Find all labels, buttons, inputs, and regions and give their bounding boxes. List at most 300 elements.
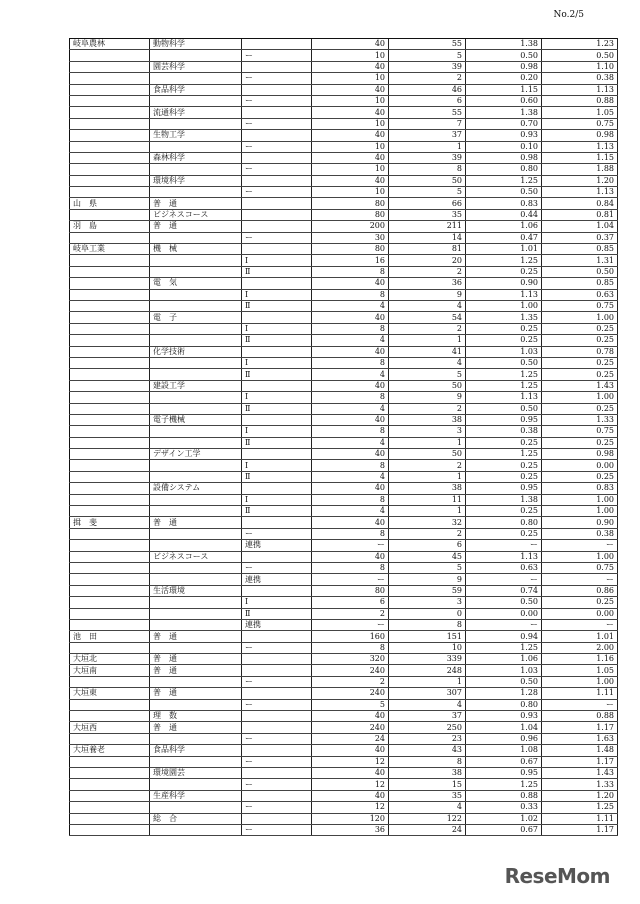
ratio-cell: 0.25 bbox=[466, 335, 542, 346]
applicants-cell: 9 bbox=[389, 392, 466, 403]
applicants-cell: 39 bbox=[389, 61, 466, 72]
table-row bbox=[70, 642, 618, 653]
ratio-cell: 0.90 bbox=[466, 278, 542, 289]
subtype-cell: 連携 bbox=[242, 540, 312, 551]
ratio-cell: ー bbox=[466, 574, 542, 585]
school-cell bbox=[70, 232, 150, 243]
applicants-cell: 24 bbox=[389, 824, 466, 835]
applicants-cell: 3 bbox=[389, 426, 466, 437]
ratio-cell: 1.06 bbox=[466, 221, 542, 232]
school-cell bbox=[70, 84, 150, 95]
ratio-cell: 1.01 bbox=[466, 244, 542, 255]
course-cell: 普 通 bbox=[150, 688, 242, 699]
capacity-cell: 8 bbox=[312, 494, 389, 505]
applicants-cell: 2 bbox=[389, 73, 466, 84]
course-cell: 普 通 bbox=[150, 722, 242, 733]
school-cell bbox=[70, 175, 150, 186]
subtype-cell bbox=[242, 209, 312, 220]
subtype-cell bbox=[242, 414, 312, 425]
prev-ratio-cell: 1.17 bbox=[542, 824, 618, 835]
school-cell bbox=[70, 357, 150, 368]
ratio-cell: 1.38 bbox=[466, 107, 542, 118]
prev-ratio-cell: 0.37 bbox=[542, 232, 618, 243]
school-cell bbox=[70, 300, 150, 311]
table-row bbox=[70, 346, 618, 357]
capacity-cell: 4 bbox=[312, 471, 389, 482]
table-row bbox=[70, 187, 618, 198]
table-row bbox=[70, 460, 618, 471]
course-cell: 機 械 bbox=[150, 244, 242, 255]
school-cell: 大垣西 bbox=[70, 722, 150, 733]
applicants-cell: 36 bbox=[389, 278, 466, 289]
ratio-cell: 0.88 bbox=[466, 790, 542, 801]
ratio-cell: 1.13 bbox=[466, 289, 542, 300]
table-row bbox=[70, 357, 618, 368]
prev-ratio-cell: 0.83 bbox=[542, 483, 618, 494]
capacity-cell: 30 bbox=[312, 232, 389, 243]
ratio-cell: 0.44 bbox=[466, 209, 542, 220]
table-row bbox=[70, 300, 618, 311]
ratio-cell: 1.25 bbox=[466, 255, 542, 266]
prev-ratio-cell: ー bbox=[542, 574, 618, 585]
school-cell bbox=[70, 551, 150, 562]
subtype-cell bbox=[242, 312, 312, 323]
prev-ratio-cell: 0.85 bbox=[542, 278, 618, 289]
school-cell bbox=[70, 733, 150, 744]
table-row bbox=[70, 585, 618, 596]
school-cell bbox=[70, 61, 150, 72]
table-row bbox=[70, 39, 618, 50]
applicants-cell: 50 bbox=[389, 380, 466, 391]
subtype-cell bbox=[242, 688, 312, 699]
subtype-cell: ー bbox=[242, 699, 312, 710]
table-row bbox=[70, 676, 618, 687]
capacity-cell: 5 bbox=[312, 699, 389, 710]
applicants-cell: 7 bbox=[389, 118, 466, 129]
school-cell bbox=[70, 209, 150, 220]
table-row bbox=[70, 164, 618, 175]
school-cell bbox=[70, 449, 150, 460]
ratio-cell: 0.83 bbox=[466, 198, 542, 209]
capacity-cell: 4 bbox=[312, 335, 389, 346]
table-row bbox=[70, 733, 618, 744]
ratio-cell: 1.15 bbox=[466, 84, 542, 95]
prev-ratio-cell: 1.11 bbox=[542, 688, 618, 699]
applicants-cell: 20 bbox=[389, 255, 466, 266]
applicants-cell: 50 bbox=[389, 175, 466, 186]
prev-ratio-cell: 0.88 bbox=[542, 95, 618, 106]
prev-ratio-cell: 0.25 bbox=[542, 437, 618, 448]
subtype-cell: ー bbox=[242, 95, 312, 106]
school-cell bbox=[70, 380, 150, 391]
subtype-cell bbox=[242, 107, 312, 118]
subtype-cell: ー bbox=[242, 676, 312, 687]
table-row bbox=[70, 73, 618, 84]
ratio-cell: 1.00 bbox=[466, 300, 542, 311]
prev-ratio-cell: 0.00 bbox=[542, 460, 618, 471]
applicants-cell: 1 bbox=[389, 471, 466, 482]
capacity-cell: 4 bbox=[312, 403, 389, 414]
prev-ratio-cell: 1.05 bbox=[542, 665, 618, 676]
course-cell bbox=[150, 597, 242, 608]
school-cell bbox=[70, 289, 150, 300]
school-cell bbox=[70, 699, 150, 710]
prev-ratio-cell: 0.25 bbox=[542, 403, 618, 414]
school-cell: 大垣東 bbox=[70, 688, 150, 699]
ratio-cell: 1.08 bbox=[466, 745, 542, 756]
ratio-cell: 0.74 bbox=[466, 585, 542, 596]
ratio-cell: 0.38 bbox=[466, 426, 542, 437]
prev-ratio-cell: 2.00 bbox=[542, 642, 618, 653]
capacity-cell: 40 bbox=[312, 551, 389, 562]
course-cell: 普 通 bbox=[150, 221, 242, 232]
subtype-cell: ー bbox=[242, 232, 312, 243]
subtype-cell bbox=[242, 61, 312, 72]
school-cell bbox=[70, 768, 150, 779]
subtype-cell: Ⅱ bbox=[242, 369, 312, 380]
subtype-cell: 連携 bbox=[242, 619, 312, 630]
ratio-cell: 0.80 bbox=[466, 699, 542, 710]
applicants-cell: 3 bbox=[389, 597, 466, 608]
capacity-cell: 240 bbox=[312, 688, 389, 699]
subtype-cell: Ⅱ bbox=[242, 437, 312, 448]
capacity-cell: 160 bbox=[312, 631, 389, 642]
table-row bbox=[70, 50, 618, 61]
capacity-cell: 40 bbox=[312, 312, 389, 323]
capacity-cell: 8 bbox=[312, 357, 389, 368]
applicants-cell: 2 bbox=[389, 528, 466, 539]
subtype-cell: ー bbox=[242, 50, 312, 61]
table-row bbox=[70, 802, 618, 813]
prev-ratio-cell: 1.00 bbox=[542, 494, 618, 505]
table-row bbox=[70, 562, 618, 573]
table-row bbox=[70, 221, 618, 232]
subtype-cell: ー bbox=[242, 642, 312, 653]
course-cell: 生物工学 bbox=[150, 130, 242, 141]
course-cell: 森林科学 bbox=[150, 152, 242, 163]
course-cell bbox=[150, 528, 242, 539]
course-cell bbox=[150, 369, 242, 380]
subtype-cell bbox=[242, 278, 312, 289]
prev-ratio-cell: 1.05 bbox=[542, 107, 618, 118]
applicants-cell: 38 bbox=[389, 483, 466, 494]
school-cell bbox=[70, 414, 150, 425]
subtype-cell: ー bbox=[242, 118, 312, 129]
ratio-cell: 0.00 bbox=[466, 608, 542, 619]
ratio-cell: 0.50 bbox=[466, 187, 542, 198]
course-cell bbox=[150, 232, 242, 243]
table-row bbox=[70, 323, 618, 334]
course-cell bbox=[150, 164, 242, 175]
subtype-cell bbox=[242, 711, 312, 722]
capacity-cell: 40 bbox=[312, 768, 389, 779]
ratio-cell: 0.95 bbox=[466, 483, 542, 494]
capacity-cell: 2 bbox=[312, 676, 389, 687]
capacity-cell: 80 bbox=[312, 585, 389, 596]
prev-ratio-cell: 0.98 bbox=[542, 130, 618, 141]
table-row bbox=[70, 289, 618, 300]
school-cell bbox=[70, 346, 150, 357]
applicants-cell: 5 bbox=[389, 50, 466, 61]
course-cell bbox=[150, 562, 242, 573]
prev-ratio-cell: 1.17 bbox=[542, 722, 618, 733]
prev-ratio-cell: 1.10 bbox=[542, 61, 618, 72]
subtype-cell bbox=[242, 790, 312, 801]
school-cell bbox=[70, 483, 150, 494]
prev-ratio-cell: 0.25 bbox=[542, 335, 618, 346]
table-row bbox=[70, 95, 618, 106]
capacity-cell: 4 bbox=[312, 369, 389, 380]
capacity-cell: 8 bbox=[312, 289, 389, 300]
table-row bbox=[70, 517, 618, 528]
table-row bbox=[70, 688, 618, 699]
table-row bbox=[70, 369, 618, 380]
applicants-cell: 46 bbox=[389, 84, 466, 95]
capacity-cell: 24 bbox=[312, 733, 389, 744]
ratio-cell: 0.50 bbox=[466, 403, 542, 414]
subtype-cell bbox=[242, 449, 312, 460]
capacity-cell: 40 bbox=[312, 711, 389, 722]
ratio-cell: 1.03 bbox=[466, 346, 542, 357]
school-cell bbox=[70, 130, 150, 141]
page-number: No.2/5 bbox=[553, 10, 584, 20]
table-row bbox=[70, 631, 618, 642]
course-cell bbox=[150, 733, 242, 744]
prev-ratio-cell: 1.48 bbox=[542, 745, 618, 756]
prev-ratio-cell: 1.88 bbox=[542, 164, 618, 175]
table-row bbox=[70, 152, 618, 163]
course-cell bbox=[150, 779, 242, 790]
applicants-cell: 2 bbox=[389, 323, 466, 334]
course-cell: 食品科学 bbox=[150, 84, 242, 95]
school-cell: 羽 島 bbox=[70, 221, 150, 232]
applicants-cell: 5 bbox=[389, 562, 466, 573]
school-cell bbox=[70, 528, 150, 539]
prev-ratio-cell: 0.84 bbox=[542, 198, 618, 209]
applicants-cell: 37 bbox=[389, 130, 466, 141]
applicants-cell: 1 bbox=[389, 676, 466, 687]
table-row bbox=[70, 471, 618, 482]
table-row bbox=[70, 540, 618, 551]
prev-ratio-cell: 0.38 bbox=[542, 528, 618, 539]
subtype-cell: Ⅰ bbox=[242, 255, 312, 266]
ratio-cell: 1.04 bbox=[466, 722, 542, 733]
course-cell bbox=[150, 392, 242, 403]
ratio-cell: 0.20 bbox=[466, 73, 542, 84]
resemom-logo: ReseMom bbox=[504, 864, 610, 888]
school-cell: 山 県 bbox=[70, 198, 150, 209]
subtype-cell: Ⅱ bbox=[242, 506, 312, 517]
course-cell: 普 通 bbox=[150, 517, 242, 528]
subtype-cell: ー bbox=[242, 187, 312, 198]
subtype-cell: ー bbox=[242, 528, 312, 539]
table-row bbox=[70, 756, 618, 767]
table-row bbox=[70, 449, 618, 460]
applicants-cell: 1 bbox=[389, 506, 466, 517]
ratio-cell: 0.93 bbox=[466, 130, 542, 141]
course-cell: 電子機械 bbox=[150, 414, 242, 425]
course-cell bbox=[150, 676, 242, 687]
school-cell bbox=[70, 642, 150, 653]
subtype-cell: ー bbox=[242, 141, 312, 152]
capacity-cell: 8 bbox=[312, 323, 389, 334]
applicants-cell: 211 bbox=[389, 221, 466, 232]
course-cell bbox=[150, 437, 242, 448]
applicants-cell: 9 bbox=[389, 289, 466, 300]
school-cell bbox=[70, 597, 150, 608]
capacity-cell: 40 bbox=[312, 745, 389, 756]
capacity-cell: ー bbox=[312, 540, 389, 551]
capacity-cell: 40 bbox=[312, 130, 389, 141]
capacity-cell: 40 bbox=[312, 790, 389, 801]
table-row bbox=[70, 209, 618, 220]
table-row bbox=[70, 141, 618, 152]
course-cell bbox=[150, 95, 242, 106]
prev-ratio-cell: 0.81 bbox=[542, 209, 618, 220]
prev-ratio-cell: 0.90 bbox=[542, 517, 618, 528]
capacity-cell: 2 bbox=[312, 608, 389, 619]
applicants-cell: 2 bbox=[389, 460, 466, 471]
school-cell bbox=[70, 50, 150, 61]
subtype-cell: 連携 bbox=[242, 574, 312, 585]
course-cell bbox=[150, 494, 242, 505]
capacity-cell: 12 bbox=[312, 756, 389, 767]
prev-ratio-cell: 0.38 bbox=[542, 73, 618, 84]
subtype-cell: Ⅰ bbox=[242, 323, 312, 334]
applicants-cell: 4 bbox=[389, 802, 466, 813]
applicants-cell: 37 bbox=[389, 711, 466, 722]
prev-ratio-cell: 0.85 bbox=[542, 244, 618, 255]
ratio-cell: 0.50 bbox=[466, 676, 542, 687]
table-row bbox=[70, 426, 618, 437]
prev-ratio-cell: 0.00 bbox=[542, 608, 618, 619]
course-cell: 普 通 bbox=[150, 198, 242, 209]
capacity-cell: 10 bbox=[312, 141, 389, 152]
subtype-cell: ー bbox=[242, 733, 312, 744]
ratio-cell: 0.25 bbox=[466, 437, 542, 448]
school-cell bbox=[70, 471, 150, 482]
prev-ratio-cell: 1.17 bbox=[542, 756, 618, 767]
ratio-cell: 1.25 bbox=[466, 779, 542, 790]
school-cell bbox=[70, 118, 150, 129]
ratio-cell: 0.50 bbox=[466, 597, 542, 608]
prev-ratio-cell: 0.25 bbox=[542, 323, 618, 334]
applicants-cell: 1 bbox=[389, 141, 466, 152]
admission-table bbox=[69, 38, 618, 836]
table-row bbox=[70, 619, 618, 630]
course-cell bbox=[150, 471, 242, 482]
subtype-cell bbox=[242, 152, 312, 163]
table-row bbox=[70, 824, 618, 835]
ratio-cell: ー bbox=[466, 540, 542, 551]
capacity-cell: 120 bbox=[312, 813, 389, 824]
applicants-cell: 4 bbox=[389, 699, 466, 710]
capacity-cell: 240 bbox=[312, 722, 389, 733]
subtype-cell bbox=[242, 551, 312, 562]
applicants-cell: 0 bbox=[389, 608, 466, 619]
capacity-cell: 40 bbox=[312, 39, 389, 50]
applicants-cell: 45 bbox=[389, 551, 466, 562]
capacity-cell: 40 bbox=[312, 380, 389, 391]
course-cell: 園芸科学 bbox=[150, 61, 242, 72]
school-cell bbox=[70, 562, 150, 573]
prev-ratio-cell: 1.43 bbox=[542, 768, 618, 779]
table-row bbox=[70, 574, 618, 585]
subtype-cell: Ⅰ bbox=[242, 597, 312, 608]
prev-ratio-cell: 1.00 bbox=[542, 312, 618, 323]
course-cell bbox=[150, 141, 242, 152]
ratio-cell: 1.25 bbox=[466, 175, 542, 186]
school-cell bbox=[70, 164, 150, 175]
capacity-cell: 10 bbox=[312, 50, 389, 61]
school-cell bbox=[70, 824, 150, 835]
applicants-cell: 66 bbox=[389, 198, 466, 209]
table-row bbox=[70, 130, 618, 141]
capacity-cell: 8 bbox=[312, 642, 389, 653]
applicants-cell: 15 bbox=[389, 779, 466, 790]
subtype-cell bbox=[242, 665, 312, 676]
course-cell: 食品科学 bbox=[150, 745, 242, 756]
course-cell: 環境園芸 bbox=[150, 768, 242, 779]
ratio-cell: 1.38 bbox=[466, 39, 542, 50]
applicants-cell: 8 bbox=[389, 756, 466, 767]
course-cell bbox=[150, 699, 242, 710]
table-row bbox=[70, 61, 618, 72]
subtype-cell bbox=[242, 483, 312, 494]
table-row bbox=[70, 278, 618, 289]
school-cell bbox=[70, 460, 150, 471]
capacity-cell: 8 bbox=[312, 562, 389, 573]
table-row bbox=[70, 118, 618, 129]
subtype-cell: ー bbox=[242, 802, 312, 813]
ratio-cell: 0.98 bbox=[466, 152, 542, 163]
subtype-cell: ー bbox=[242, 779, 312, 790]
prev-ratio-cell: 0.75 bbox=[542, 426, 618, 437]
ratio-cell: 0.33 bbox=[466, 802, 542, 813]
applicants-cell: 307 bbox=[389, 688, 466, 699]
ratio-cell: 0.25 bbox=[466, 266, 542, 277]
ratio-cell: 0.47 bbox=[466, 232, 542, 243]
table-row bbox=[70, 175, 618, 186]
prev-ratio-cell: 1.20 bbox=[542, 790, 618, 801]
prev-ratio-cell: 0.75 bbox=[542, 118, 618, 129]
prev-ratio-cell: 0.25 bbox=[542, 369, 618, 380]
course-cell bbox=[150, 574, 242, 585]
table-row bbox=[70, 266, 618, 277]
table-row bbox=[70, 380, 618, 391]
capacity-cell: 80 bbox=[312, 209, 389, 220]
table-row bbox=[70, 506, 618, 517]
school-cell bbox=[70, 95, 150, 106]
capacity-cell: 40 bbox=[312, 61, 389, 72]
school-cell bbox=[70, 187, 150, 198]
prev-ratio-cell: 0.50 bbox=[542, 266, 618, 277]
capacity-cell: 40 bbox=[312, 346, 389, 357]
ratio-cell: 0.95 bbox=[466, 414, 542, 425]
subtype-cell: Ⅱ bbox=[242, 471, 312, 482]
ratio-cell: 1.02 bbox=[466, 813, 542, 824]
subtype-cell bbox=[242, 221, 312, 232]
course-cell: 電 気 bbox=[150, 278, 242, 289]
course-cell: ビジネスコース bbox=[150, 551, 242, 562]
course-cell bbox=[150, 289, 242, 300]
ratio-cell: 0.10 bbox=[466, 141, 542, 152]
prev-ratio-cell: 1.20 bbox=[542, 175, 618, 186]
capacity-cell: 200 bbox=[312, 221, 389, 232]
course-cell: 普 通 bbox=[150, 654, 242, 665]
prev-ratio-cell: 1.00 bbox=[542, 392, 618, 403]
course-cell bbox=[150, 266, 242, 277]
